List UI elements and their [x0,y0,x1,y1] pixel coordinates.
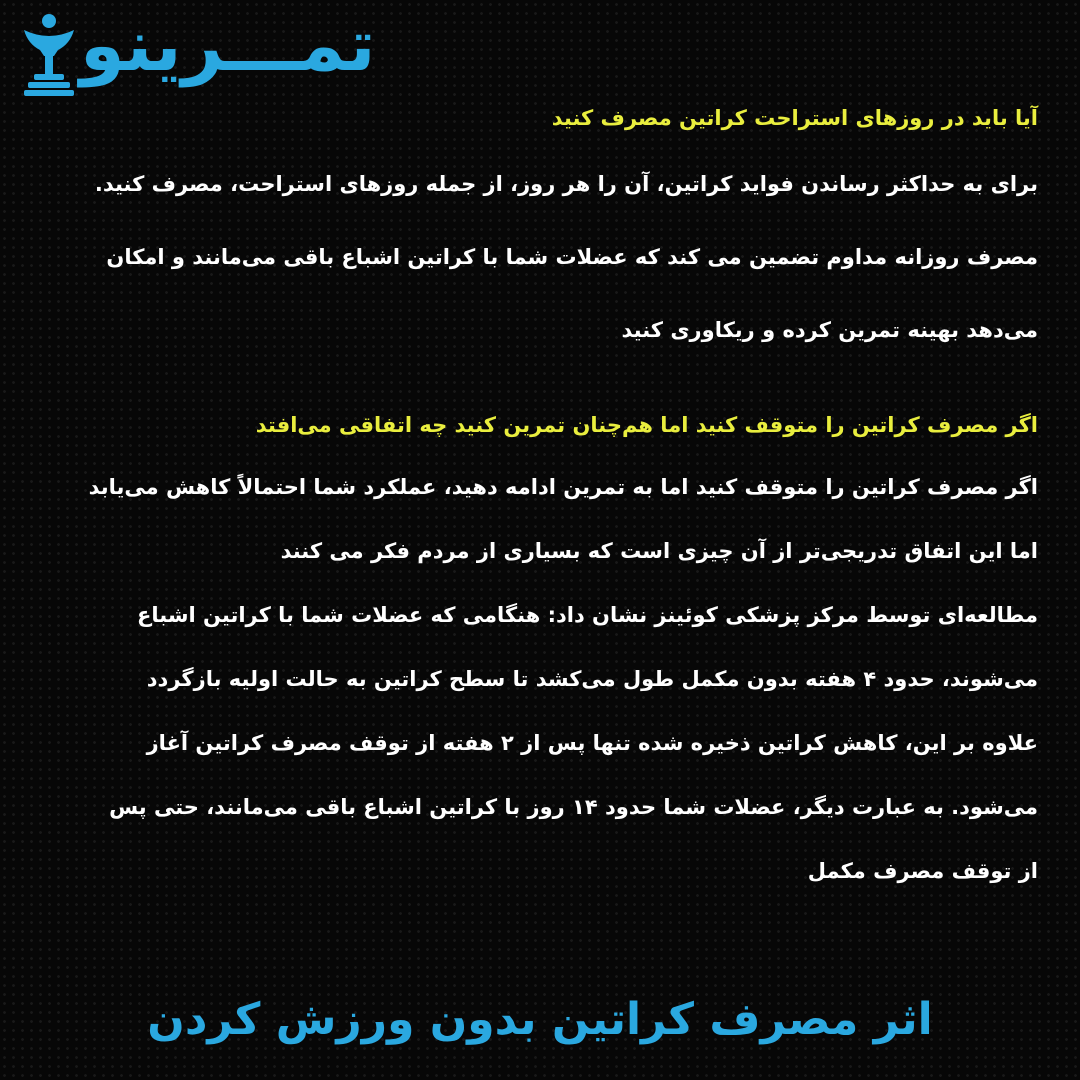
section1-heading: آیا باید در روزهای استراحت کراتین مصرف کنید [551,106,1038,130]
paragraph-line: از توقف مصرف مکمل [807,859,1038,883]
paragraph-line: مطالعه‌ای توسط مرکز پزشکی کوئینز نشان داد: هنگامی که عضلات شما با کراتین اشباع [137,603,1038,627]
section1-paragraph [60,148,1038,367]
article-content [60,98,1038,903]
section2-heading: اگر مصرف کراتین را متوقف کنید اما هم‌چنان تمرین کنید چه اتفاقی می‌افتد [255,413,1038,437]
footer-title: اثر مصرف کراتین بدون ورزش کردن [147,994,933,1045]
paragraph-line: می‌شود. به عبارت دیگر، عضلات شما حدود ۱۴ روز با کراتین اشباع باقی می‌مانند، حتی پس [109,795,1038,819]
paragraph-line: برای به حداکثر رساندن فواید کراتین، آن را هر روز، از جمله روزهای استراحت، مصرف کنید. [94,172,1038,196]
paragraph-line: می‌دهد بهینه تمرین کرده و ریکاوری کنید [621,318,1038,342]
brand-name: تمـــرینو [80,3,376,87]
paragraph-line: مصرف روزانه مداوم تضمین می کند که عضلات شما با کراتین اشباع باقی می‌مانند و امکان [106,245,1038,269]
paragraph-line: اگر مصرف کراتین را متوقف کنید اما به تمرین ادامه دهید، عملکرد شما احتمالاً کاهش می‌یابد [88,475,1038,499]
paragraph-line: اما این اتفاق تدریجی‌تر از آن چیزی است که بسیاری از مردم فکر می کنند [280,539,1038,563]
section2-paragraph [60,455,1038,903]
brand-logo [18,3,448,100]
paragraph-line: علاوه بر این، کاهش کراتین ذخیره شده تنها پس از ۲ هفته از توقف مصرف کراتین آغاز [146,731,1038,755]
paragraph-line: می‌شوند، حدود ۴ هفته بدون مکمل طول می‌کشد تا سطح کراتین به حالت اولیه بازگردد [146,667,1038,691]
chess-piece-logo-icon [18,12,80,98]
